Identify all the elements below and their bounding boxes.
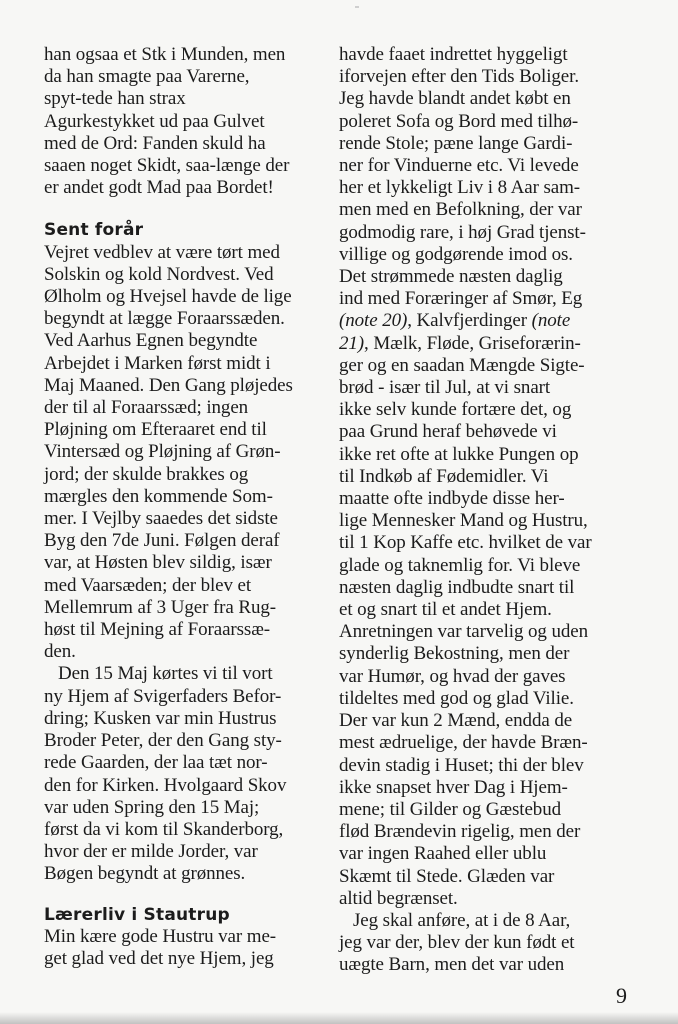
section-heading: Lærerliv i Stautrup bbox=[44, 904, 230, 925]
text-line: ind med Foræringer af Smør, Eg bbox=[339, 288, 583, 310]
text-line: flød Brændevin rigelig, men der bbox=[339, 821, 581, 843]
text-line: ikke selv kunde fortære det, og bbox=[339, 399, 572, 421]
text-line: da han smagte paa Varerne, bbox=[44, 66, 250, 88]
text-line: mer. I Vejlby saaedes det sidste bbox=[44, 508, 278, 530]
text-line: Mellemrum af 3 Uger fra Rug- bbox=[44, 596, 276, 618]
text-line: spyt-tede han strax bbox=[44, 88, 186, 110]
footnote-ref-21-end: 21) bbox=[339, 332, 365, 354]
right-column bbox=[339, 44, 639, 977]
text-line: mene; til Gilder og Gæstebud bbox=[339, 798, 561, 820]
section-heading: Sent forår bbox=[44, 220, 144, 241]
text-line: er andet godt Mad paa Bordet! bbox=[44, 177, 274, 199]
text-line: uægte Barn, men det var uden bbox=[339, 954, 565, 976]
text-line: næsten daglig indbudte snart til bbox=[339, 576, 575, 598]
text-line: begyndt at lægge Foraarssæden. bbox=[44, 308, 285, 330]
text-line: rede Gaarden, der laa tæt nor- bbox=[44, 752, 268, 774]
text-line: altid begrænset. bbox=[339, 887, 458, 909]
text-line: jeg var der, blev der kun født et bbox=[339, 932, 575, 954]
text-line: brød - især til Jul, at vi snart bbox=[339, 377, 551, 399]
paragraph-continuation bbox=[339, 44, 639, 910]
text-line: ikke ret ofte at lukke Pungen op bbox=[339, 443, 579, 465]
text-line: synderlig Bekostning, men der bbox=[339, 643, 570, 665]
text-line: Byg den 7de Juni. Følgen deraf bbox=[44, 530, 280, 552]
text-line: get glad ved det nye Hjem, jeg bbox=[44, 947, 274, 969]
text-line: Jeg havde blandt andet købt en bbox=[339, 88, 571, 110]
text-line: Min kære gode Hustru var me- bbox=[44, 925, 277, 947]
text-line bbox=[339, 333, 639, 355]
text-line: jord; der skulde brakkes og bbox=[44, 463, 249, 485]
text-line: hvor der er milde Jorder, var bbox=[44, 841, 258, 863]
footnote-ref-20: (note 20) bbox=[339, 310, 408, 332]
text-line: Vejret vedblev at være tørt med bbox=[44, 241, 280, 263]
text-line: Arbejdet i Marken først midt i bbox=[44, 352, 271, 374]
text-line: Pløjning om Efteraaret end til bbox=[44, 419, 267, 441]
text-line: var, at Høsten blev sildig, især bbox=[44, 552, 272, 574]
text-line: ner for Vinduerne etc. Vi levede bbox=[339, 155, 579, 177]
text-line: Bøgen begyndt at grønnes. bbox=[44, 863, 246, 885]
text-line: Den 15 Maj kørtes vi til vort bbox=[58, 663, 273, 685]
section-gap bbox=[44, 199, 336, 219]
text-fragment: , Kalvfjerdinger bbox=[407, 310, 527, 332]
text-line: Ølholm og Hvejsel havde de lige bbox=[44, 286, 292, 308]
text-line: paa Grund heraf behøvede vi bbox=[339, 421, 557, 443]
text-line: til Indkøb af Fødemidler. Vi bbox=[339, 465, 549, 487]
text-line: han ogsaa et Stk i Munden, men bbox=[44, 44, 286, 65]
text-fragment: , Mælk, Fløde, Griseforærin- bbox=[364, 332, 581, 354]
text-line: var ingen Raahed eller ublu bbox=[339, 843, 547, 865]
text-line: havde faaet indrettet hyggeligt bbox=[339, 44, 568, 65]
text-line: villige og godgørende imod os. bbox=[339, 243, 573, 265]
text-line: lige Mennesker Mand og Hustru, bbox=[339, 510, 588, 532]
paragraph bbox=[339, 910, 639, 977]
text-line: devin stadig i Huset; thi der blev bbox=[339, 754, 584, 776]
footnote-ref-21-start: (note bbox=[531, 310, 571, 332]
text-line: ikke snapset hver Dag i Hjem- bbox=[339, 776, 568, 798]
text-line: poleret Sofa og Bord med tilhø- bbox=[339, 110, 579, 132]
text-line: saaen noget Skidt, saa-længe der bbox=[44, 155, 290, 177]
text-line: rende Stole; pæne lange Gardi- bbox=[339, 132, 573, 154]
scan-shadow bbox=[0, 1012, 678, 1024]
scan-mark bbox=[355, 6, 359, 8]
text-line: var Humør, og hvad der gaves bbox=[339, 665, 566, 687]
text-line: Maj Maaned. Den Gang pløjedes bbox=[44, 374, 293, 396]
text-line: maatte ofte indbyde disse her- bbox=[339, 488, 565, 510]
text-line: Ved Aarhus Egnen begyndte bbox=[44, 330, 258, 352]
text-line: med de Ord: Fanden skuld ha bbox=[44, 132, 266, 154]
text-line: Anretningen var tarvelig og uden bbox=[339, 621, 588, 643]
text-line: her et lykkeligt Liv i 8 Aar sam- bbox=[339, 177, 581, 199]
text-line: Solskin og kold Nordvest. Ved bbox=[44, 263, 274, 285]
text-line: Vintersæd og Pløjning af Grøn- bbox=[44, 441, 281, 463]
text-line: var uden Spring den 15 Maj; bbox=[44, 796, 260, 818]
paragraph bbox=[44, 663, 336, 885]
text-line: Broder Peter, der den Gang sty- bbox=[44, 730, 282, 752]
paragraph bbox=[44, 926, 336, 970]
text-line: Der var kun 2 Mænd, endda de bbox=[339, 710, 573, 732]
text-line: iforvejen efter den Tids Boliger. bbox=[339, 66, 579, 88]
text-line: glade og taknemlig for. Vi bleve bbox=[339, 554, 581, 576]
text-line: der til al Foraarssæd; ingen bbox=[44, 397, 249, 419]
page-number: 9 bbox=[616, 983, 627, 1008]
text-line: høst til Mejning af Foraarssæ- bbox=[44, 619, 271, 641]
text-line: mest ædruelige, der havde Bræn- bbox=[339, 732, 588, 754]
text-line bbox=[339, 310, 639, 332]
text-line: ny Hjem af Svigerfaders Befor- bbox=[44, 685, 282, 707]
text-line: til 1 Kop Kaffe etc. hvilket de var bbox=[339, 532, 592, 554]
text-line: tildeltes med god og glad Vilie. bbox=[339, 687, 574, 709]
text-line: godmodig rare, i høj Grad tjenst- bbox=[339, 221, 586, 243]
text-line: med Vaarsæden; der blev et bbox=[44, 574, 252, 596]
text-line: den. bbox=[44, 641, 76, 663]
text-line: Agurkestykket ud paa Gulvet bbox=[44, 110, 265, 132]
text-line: dring; Kusken var min Hustrus bbox=[44, 707, 277, 729]
left-column bbox=[44, 44, 336, 970]
text-line: men med en Befolkning, der var bbox=[339, 199, 582, 221]
text-line: Jeg skal anføre, at i de 8 Aar, bbox=[353, 909, 571, 931]
text-line: den for Kirken. Hvolgaard Skov bbox=[44, 774, 287, 796]
text-line: Det strømmede næsten daglig bbox=[339, 266, 563, 288]
text-line: først da vi kom til Skanderborg, bbox=[44, 818, 284, 840]
text-line: Skæmt til Stede. Glæden var bbox=[339, 865, 555, 887]
text-line: mærgles den kommende Som- bbox=[44, 485, 273, 507]
section-gap bbox=[44, 886, 336, 904]
text-line: et og snart til et andet Hjem. bbox=[339, 599, 552, 621]
paragraph bbox=[44, 242, 336, 664]
paragraph-continuation bbox=[44, 44, 336, 199]
text-line: ger og en saadan Mængde Sigte- bbox=[339, 354, 585, 376]
